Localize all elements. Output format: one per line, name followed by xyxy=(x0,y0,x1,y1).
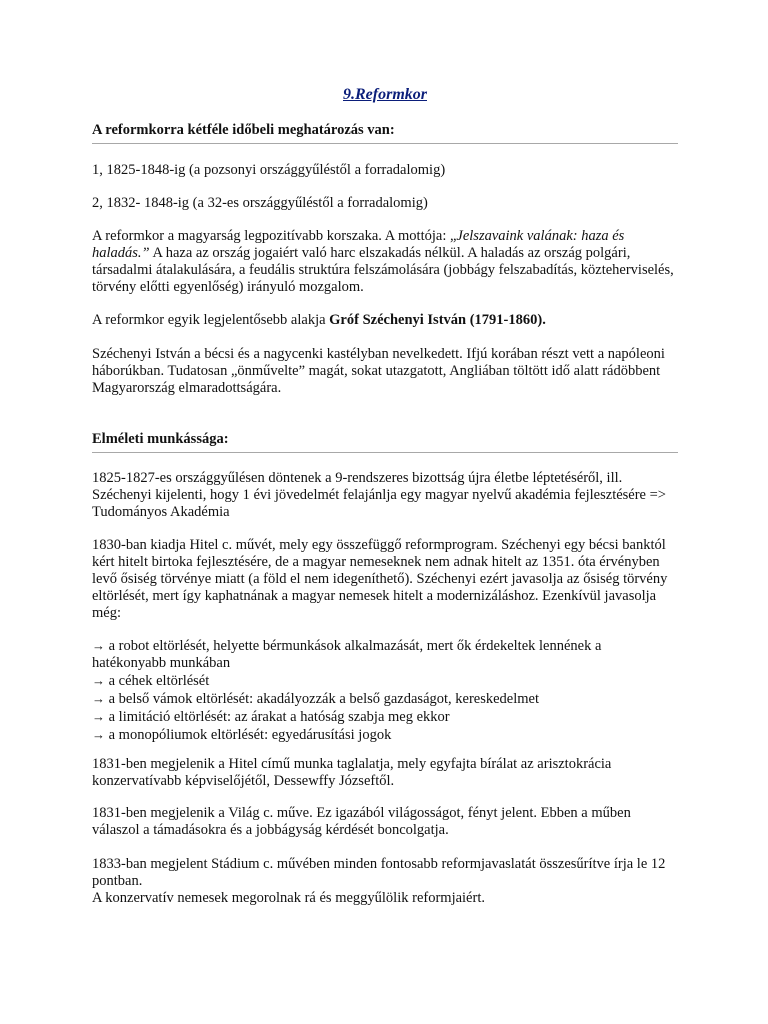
taglalat-paragraph: 1831-ben megjelenik a Hitel című munka taglalatja, mely egyfajta bírálat az arisztokrácia konzervatívabb képviselőjétől, Dessewffy Józseftől. xyxy=(92,756,612,789)
key-figure-paragraph xyxy=(92,312,678,329)
section-heading-theoretical-work: Elméleti munkássága: xyxy=(92,431,229,447)
hitel-paragraph: 1830-ban kiadja Hitel c. művét, mely egy összefüggő reformprogram. Széchenyi egy bécsi banktól kért hitelt birtoka fejlesztésére, de a magyar nemeseknek nem adnak hitelt az 1351. óta érvényben levő ősiség törvénye miatt (a föld el nem idegeníthető). Széchenyi ezért javasolja az ősiség törvény eltörlését, mert így kaphatnának a magyar nemesek hitelt a modernizáláshoz. Ezenkívül javasolja még: xyxy=(92,537,668,621)
motto-paragraph xyxy=(92,228,678,296)
heading-divider xyxy=(92,143,678,144)
definition-2: 2, 1832- 1848-ig (a 32-es országgyűléstől a forradalomig) xyxy=(92,195,428,211)
stadium-paragraph: 1833-ban megjelent Stádium c. művében minden fontosabb reformjavaslatát összesűrítve írja le 12 pontban. A konzervatív nemesek megorolnak rá és meggyűlölik reformjaiért. xyxy=(92,856,666,906)
motto-quote: Jelszavaink valának: haza és haladás.” xyxy=(92,228,625,261)
section-heading-definitions: A reformkorra kétféle időbeli meghatározás van: xyxy=(92,122,395,138)
list-item: → a céhek eltörlését xyxy=(92,673,210,689)
motto-text-end: A haza az ország jogaiért való harc elszakadás nélkül. A haladás az ország polgári, társadalmi átalakulására, a feudális struktúra felszámolására (jobbágy felszabadítás, közteherviselés, törvény előtti egyenlőség) irányuló mozgalom. xyxy=(92,245,674,295)
list-item: → a robot eltörlését, helyette bérmunkások alkalmazását, mert ők érdekeltek lennének a hatékonyabb munkában xyxy=(92,638,602,671)
arrow-right-icon: → xyxy=(92,673,105,688)
motto-text-start: A reformkor a magyarság legpozitívabb korszaka. A mottója: „ xyxy=(92,228,457,244)
list-item: → a limitáció eltörlését: az árakat a hatóság szabja meg ekkor xyxy=(92,709,450,725)
arrow-right-icon: → xyxy=(92,709,105,724)
list-item: → a monopóliumok eltörlését: egyedárusítási jogok xyxy=(92,727,392,743)
definition-1: 1, 1825-1848-ig (a pozsonyi országgyűléstől a forradalomig) xyxy=(92,162,446,178)
page-title: 9.Reformkor xyxy=(343,86,427,103)
academy-paragraph: 1825-1827-es országgyűlésen döntenek a 9-rendszeres bizottság újra életbe léptetéséről, ill. Széchenyi kijelenti, hogy 1 évi jövedelmét felajánlja egy magyar nyelvű akadémia fejlesztésére => Tudományos Akadémia xyxy=(92,470,666,520)
key-figure-name: Gróf Széchenyi István (1791-1860). xyxy=(329,312,546,328)
list-item: → a belső vámok eltörlését: akadályozzák a belső gazdaságot, kereskedelmet xyxy=(92,691,540,707)
heading-divider xyxy=(92,452,678,453)
arrow-right-icon: → xyxy=(92,727,105,742)
arrow-right-icon: → xyxy=(92,691,105,706)
proposal-list xyxy=(92,637,678,744)
vilag-paragraph: 1831-ben megjelenik a Világ c. műve. Ez igazából világosságot, fényt jelent. Ebben a műben válaszol a támadásokra és a jobbágyság kérdését boncolgatja. xyxy=(92,805,631,838)
key-figure-intro: A reformkor egyik legjelentősebb alakja xyxy=(92,312,330,328)
arrow-right-icon: → xyxy=(92,638,105,653)
biography-paragraph: Széchenyi István a bécsi és a nagycenki kastélyban nevelkedett. Ifjú korában részt vett a napóleoni háborúkban. Tudatosan „önművelte” magát, sokat utazgatott, Angliában töltött idő alatt rádöbbent Magyarország elmaradottságára. xyxy=(92,346,665,396)
